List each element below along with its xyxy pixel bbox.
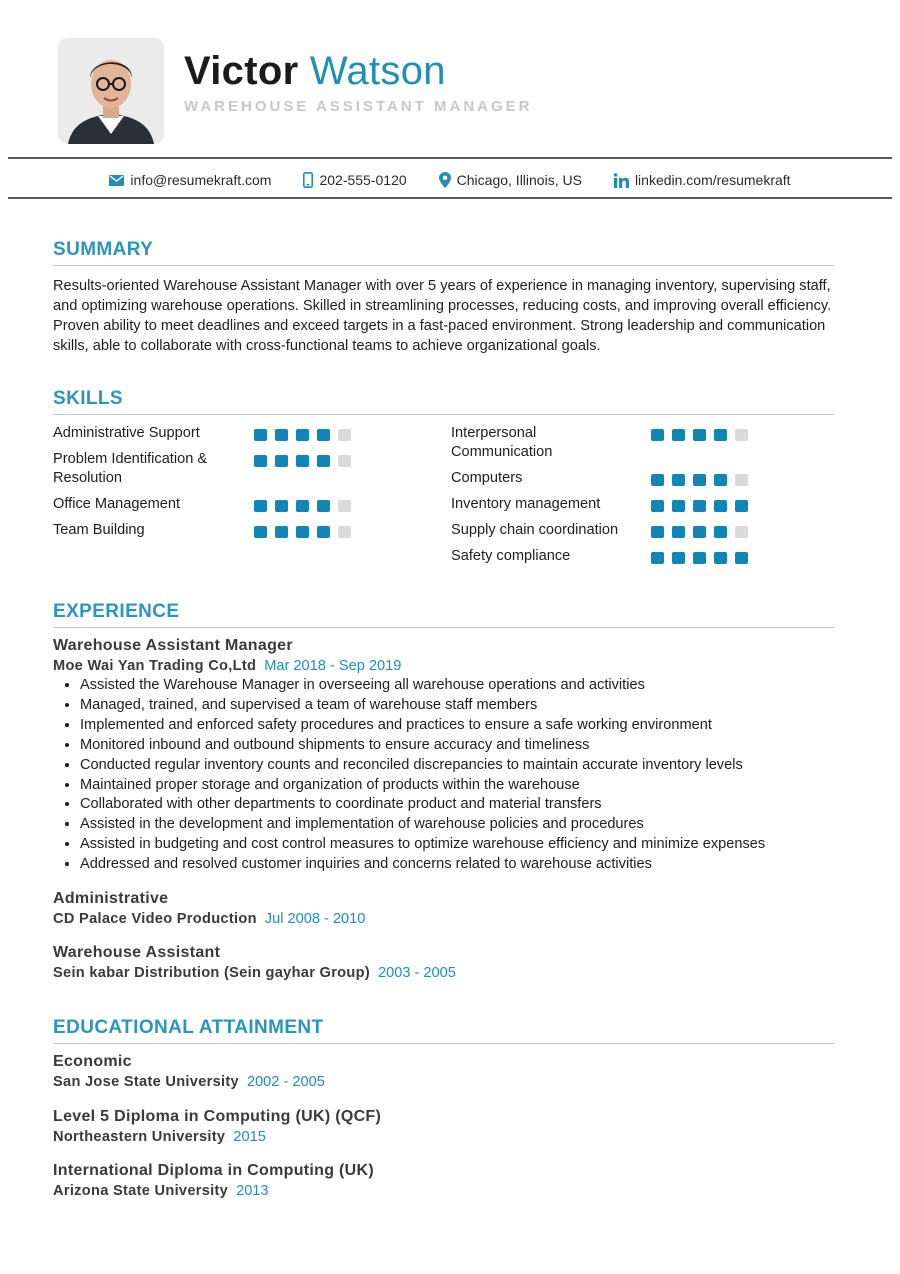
phone-text: 202-555-0120 — [319, 172, 407, 188]
location-icon — [439, 172, 451, 188]
header-divider-top — [8, 157, 892, 159]
skill-dot-filled — [651, 552, 664, 564]
skill-dot-empty — [338, 526, 351, 538]
skill-dot-empty — [338, 455, 351, 467]
job-org-line — [53, 909, 365, 929]
skill-dot-filled — [651, 500, 664, 512]
portrait-photo-icon — [58, 38, 164, 144]
profile-photo — [58, 38, 164, 144]
skill-dot-filled — [254, 526, 267, 538]
list-item: • Collaborated with other departments to coordinate product and material transfers — [80, 795, 860, 815]
experience-rule — [53, 627, 834, 628]
skill-dot-filled — [296, 455, 309, 467]
list-item: • Assisted the Warehouse Manager in overseeing all warehouse operations and activities — [80, 676, 860, 696]
company-name: CD Palace Video Production — [53, 911, 257, 927]
list-item: • Assisted in budgeting and cost control measures to optimize warehouse efficiency and minimize expenses — [80, 835, 860, 855]
skill-dot-filled — [296, 429, 309, 441]
email-text: info@resumekraft.com — [130, 172, 272, 188]
skill-dot-filled — [254, 500, 267, 512]
skill-dot-filled — [317, 500, 330, 512]
candidate-name — [184, 47, 446, 95]
skill-dot-filled — [317, 455, 330, 467]
skill-dot-filled — [275, 455, 288, 467]
contact-location[interactable] — [439, 170, 582, 190]
job-title: Warehouse Assistant Manager — [53, 637, 293, 654]
location-text: Chicago, Illinois, US — [456, 172, 582, 188]
skill-name: Office Management — [53, 496, 181, 512]
school-name: San Jose State University — [53, 1074, 239, 1090]
job-dates: 2003 - 2005 — [377, 965, 456, 981]
skill-dot-filled — [672, 500, 685, 512]
degree-title: Level 5 Diploma in Computing (UK) (QCF) — [53, 1108, 382, 1125]
edu-dates: 2015 — [233, 1129, 266, 1145]
list-item: • Managed, trained, and supervised a team of warehouse staff members — [80, 696, 860, 716]
school-name: Arizona State University — [53, 1183, 229, 1199]
job-title-header: WAREHOUSE ASSISTANT MANAGER — [184, 98, 533, 115]
summary-text: Results-oriented Warehouse Assistant Manager with over 5 years of experience in managing inventory, supervising staff, and optimizing warehouse operations. Skilled in streamlining processes, reducing costs, and improving overall efficiency. Proven ability to meet deadlines and exceed targets in a fast-paced environment. Strong leadership and communication skills, able to collaborate with cross-functional teams to achieve organizational goals. — [53, 278, 832, 354]
experience-heading: EXPERIENCE — [53, 601, 180, 622]
contact-email[interactable] — [109, 170, 271, 190]
company-name: Moe Wai Yan Trading Co,Ltd — [53, 658, 257, 674]
skill-dot-filled — [693, 429, 706, 441]
skill-dot-empty — [735, 429, 748, 441]
list-item: • Assisted in the development and implementation of warehouse policies and procedures — [80, 815, 860, 835]
school-line — [53, 1072, 325, 1092]
linkedin-text: linkedin.com/resumekraft — [634, 172, 791, 188]
degree-title: International Diploma in Computing (UK) — [53, 1162, 375, 1179]
job-dates: Mar 2018 - Sep 2019 — [264, 658, 402, 674]
skill-dot-filled — [275, 500, 288, 512]
contact-phone[interactable] — [303, 170, 406, 190]
skill-name: Supply chain coordination — [451, 522, 619, 538]
skill-name: Safety compliance — [451, 548, 571, 564]
phone-icon — [303, 172, 313, 188]
skill-dot-filled — [672, 474, 685, 486]
education-rule — [53, 1043, 834, 1044]
job-bullets — [60, 676, 860, 875]
skill-name: Computers — [451, 470, 523, 486]
skill-dot-filled — [651, 474, 664, 486]
skills-rule — [53, 414, 834, 415]
skill-dot-filled — [693, 552, 706, 564]
first-name: Victor — [184, 49, 299, 93]
skill-dot-filled — [317, 526, 330, 538]
skill-rating — [254, 429, 351, 441]
list-item: • Addressed and resolved customer inquiries and concerns related to warehouse activities — [80, 855, 860, 875]
contact-bar — [0, 170, 900, 190]
skill-dot-filled — [693, 526, 706, 538]
education-heading: EDUCATIONAL ATTAINMENT — [53, 1017, 324, 1038]
skill-dot-filled — [735, 500, 748, 512]
skill-dot-filled — [275, 429, 288, 441]
skill-dot-empty — [338, 500, 351, 512]
skill-dot-filled — [254, 429, 267, 441]
list-item: • Monitored inbound and outbound shipments to ensure accuracy and timeliness — [80, 736, 860, 756]
skill-name: Inventory management — [451, 496, 601, 512]
job-title: Warehouse Assistant — [53, 944, 221, 961]
skill-dot-filled — [275, 526, 288, 538]
skill-rating — [254, 526, 351, 538]
skill-dot-filled — [672, 526, 685, 538]
list-item: • Conducted regular inventory counts and reconciled discrepancies to maintain accurate inventory levels — [80, 756, 860, 776]
edu-dates: 2002 - 2005 — [246, 1074, 325, 1090]
skill-rating — [651, 552, 748, 564]
skill-dot-empty — [735, 474, 748, 486]
skill-dot-filled — [296, 500, 309, 512]
skill-dot-filled — [651, 526, 664, 538]
skill-name: Team Building — [53, 522, 145, 538]
email-icon — [109, 175, 124, 186]
edu-dates: 2013 — [236, 1183, 269, 1199]
skill-name: Administrative Support — [53, 425, 200, 441]
skill-rating — [651, 429, 748, 441]
degree-title: Economic — [53, 1053, 132, 1070]
job-org-line — [53, 963, 456, 983]
skill-dot-filled — [317, 429, 330, 441]
school-line — [53, 1181, 269, 1201]
summary-rule — [53, 265, 834, 266]
company-name: Sein kabar Distribution (Sein gayhar Group) — [53, 965, 370, 981]
linkedin-icon — [614, 173, 629, 188]
skill-dot-filled — [714, 552, 727, 564]
list-item: • Maintained proper storage and organization of products within the warehouse — [80, 776, 860, 796]
skill-dot-filled — [693, 500, 706, 512]
skill-name: Interpersonal Communication — [451, 425, 553, 460]
skill-dot-filled — [714, 500, 727, 512]
summary-heading: SUMMARY — [53, 239, 154, 260]
skill-dot-filled — [714, 429, 727, 441]
skill-rating — [254, 455, 351, 467]
skill-dot-filled — [714, 474, 727, 486]
skills-heading: SKILLS — [53, 388, 123, 409]
skill-dot-filled — [672, 552, 685, 564]
school-name: Northeastern University — [53, 1129, 226, 1145]
skill-dot-filled — [714, 526, 727, 538]
skill-rating — [254, 500, 351, 512]
skill-dot-filled — [735, 552, 748, 564]
skill-rating — [651, 474, 748, 486]
job-org-line — [53, 656, 401, 676]
skill-rating — [651, 500, 748, 512]
last-name: Watson — [309, 49, 446, 93]
header-divider-bottom — [8, 197, 892, 199]
skill-dot-filled — [254, 455, 267, 467]
skill-name: Problem Identification & Resolution — [53, 451, 208, 486]
skill-dot-filled — [672, 429, 685, 441]
skill-dot-empty — [338, 429, 351, 441]
skill-dot-filled — [651, 429, 664, 441]
job-title: Administrative — [53, 890, 169, 907]
contact-linkedin[interactable] — [614, 170, 791, 190]
skill-dot-filled — [693, 474, 706, 486]
skill-dot-filled — [296, 526, 309, 538]
skill-rating — [651, 526, 748, 538]
job-dates: Jul 2008 - 2010 — [264, 911, 366, 927]
skill-dot-empty — [735, 526, 748, 538]
school-line — [53, 1127, 266, 1147]
list-item: • Implemented and enforced safety procedures and practices to ensure a safe working environment — [80, 716, 860, 736]
